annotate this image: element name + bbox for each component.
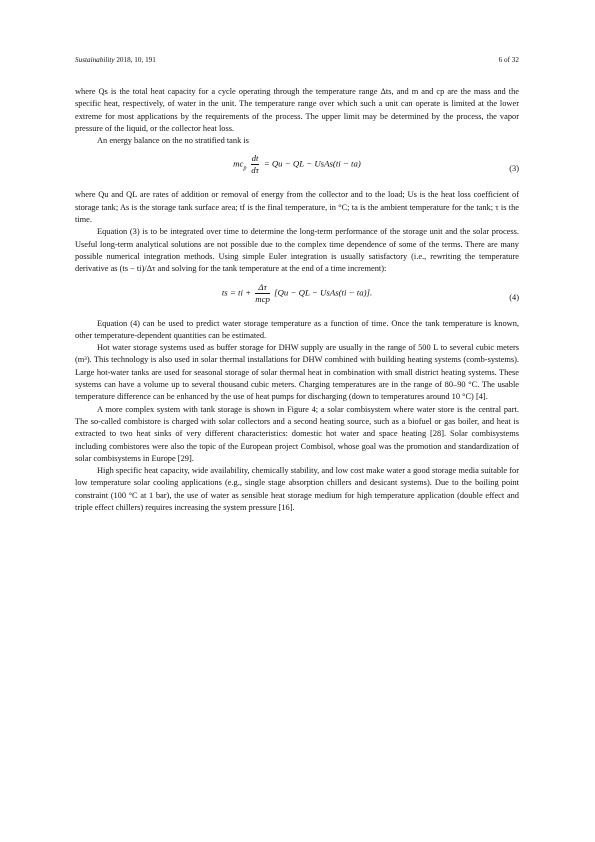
- eq3-lhs-prefix: mc: [233, 159, 244, 169]
- page-header: [75, 56, 519, 68]
- eq3-fraction: [251, 153, 260, 176]
- paragraph-2: An energy balance on the no stratified tank is: [97, 136, 249, 146]
- paragraph-6: Hot water storage systems used as buffer storage for DHW supply are usually in the range of 500 L to several cubic meters (m³). This technology is also used in solar thermal installations for DHW combined with building heating systems (comb-systems). Large hot-water tanks are used for seasonal storage of solar thermal heat in combination with small district heating systems. These systems can have a volume up to several thousand cubic meters. Charging temperatures are in the range of 80–90 °C. The usable temperature difference can be enhanced by the use of heat pumps for discharging (down to temperatures around 10 °C) [4].: [75, 343, 519, 402]
- equation-3-number: (3): [509, 164, 519, 174]
- eq4-fraction: [255, 282, 270, 305]
- page-number: 6 of 32: [498, 56, 519, 64]
- eq3-frac-bottom: dτ: [251, 165, 259, 176]
- equation-4-math: [75, 282, 519, 305]
- paragraph-7: A more complex system with tank storage is shown in Figure 4; a solar combisystem where water store is the central part. The so-called combistore is charged with solar collectors and a second heating source, such as a biofuel or gas boiler, and heat is extracted to two heat sinks of very different characteristics: domestic hot water and space heating [28]. Solar combisystems including combistores were also the topic of the European project Combisol, whose goal was the promotion and standardization of solar combisystems in Europe [29].: [75, 404, 519, 463]
- eq4-rhs: [Qu − QL − UsAs(ti − ta)].: [274, 287, 373, 298]
- equation-3: [75, 149, 519, 183]
- eq3-rhs: = Qu − QL − UsAs(ti − ta): [263, 159, 361, 169]
- equation-3-math: $mc_p$ $\frac{dt}{d\tau}$ = Qu − QL − UsAs(ti − ta): [233, 153, 361, 176]
- citation-details: 2018, 10, 191: [114, 56, 156, 64]
- paragraph-5: Equation (4) can be used to predict water storage temperature as a function of time. Once the tank temperature is known, other temperature-dependent quantities can be estimated.: [75, 318, 519, 340]
- equation-4: [75, 278, 519, 312]
- journal-citation: [75, 56, 156, 64]
- paragraph-1: where Qs is the total heat capacity for a cycle operating through the temperature range Δts, and m and cp are the mass and the specific heat, respectively, of water in the unit. The temperature range over which such a unit can operate is limited at the lower extreme for most applications by the requirements of the process. The upper limit may be determined by the process, the vapor pressure of the liquid, or the collector heat loss.: [75, 87, 519, 133]
- eq4-frac-top: Δτ: [255, 282, 270, 294]
- body-text: [75, 86, 519, 514]
- paragraph-4: Equation (3) is to be integrated over time to determine the long-term performance of the storage unit and the solar process. Useful long-term analytical solutions are not possible due to the complex time dependence of some of the terms. There are many possible numerical integration methods. Using simple Euler integration is usually satisfactory (i.e., rewriting the temperature derivative as (ts − ti)/Δτ and solving for the tank temperature at the end of a time increment):: [75, 227, 519, 274]
- eq4-lhs: ts = ti +: [221, 287, 252, 298]
- journal-name: Sustainability: [75, 56, 115, 64]
- equation-4-number: (4): [509, 292, 519, 302]
- eq4-frac-bottom: mcp: [255, 293, 270, 304]
- paragraph-3: where Qu and QL are rates of addition or removal of energy from the collector and to the load; Us is the heat loss coefficient of storage tank; As is the storage tank surface area; tf is the final temperature, in °C; ta is the ambient temperature for the tank; τ is the time.: [75, 190, 519, 225]
- eq3-frac-top: dt: [251, 153, 259, 164]
- paragraph-8: High specific heat capacity, wide availability, chemically stability, and low cost make water a good storage media suitable for low temperature solar cooling applications (e.g., single stage absorption chillers and desicant systems). Due to the boiling point constraint (100 °C at 1 bar), the use of water as sensible heat storage medium for high temperature application (double effect and triple effect chillers) requires increasing the system pressure [16].: [75, 466, 519, 513]
